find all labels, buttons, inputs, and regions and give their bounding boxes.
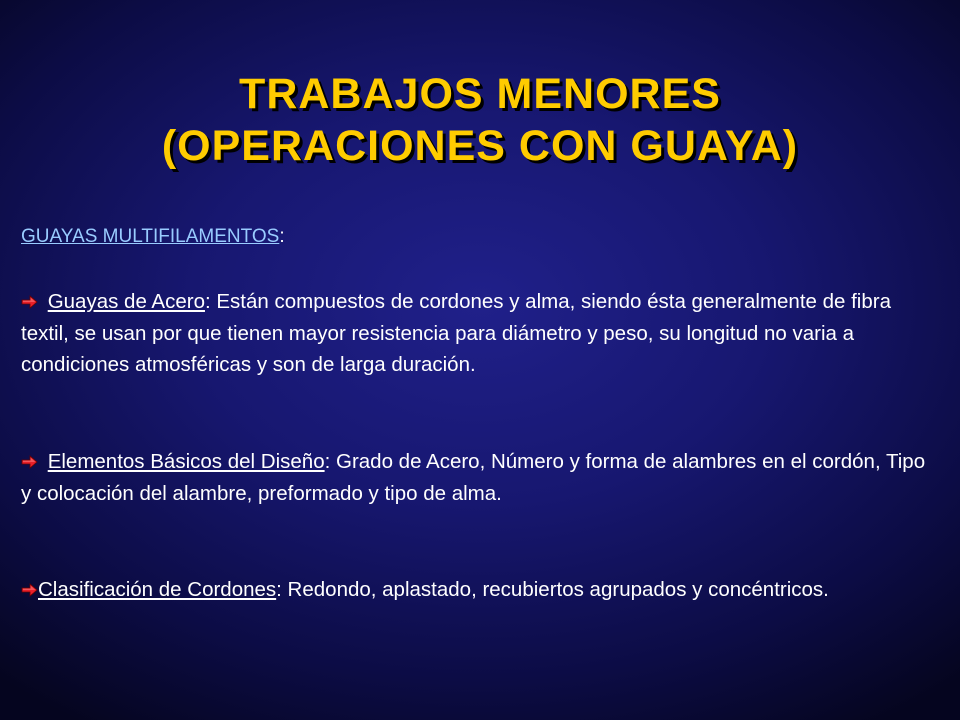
item-term: Elementos Básicos del Diseño [47,450,325,473]
section-heading-text: GUAYAS MULTIFILAMENTOS [21,226,280,247]
item-separator: : [324,450,331,473]
item-separator: : [276,578,282,601]
red-arrow-bullet-icon [21,583,38,597]
item-guayas-de-acero [21,286,941,381]
item-term: Guayas de Acero [47,290,205,313]
item-text: Están compuestos de cordones y alma, siendo ésta generalmente de fibra textil, se usan por que tienen mayor resistencia para diámetro y peso, su longitud no varia a condiciones atmosféricas y son de larga duración. [21,290,891,376]
item-elementos-basicos [21,446,941,509]
title-line-1: TRABAJOS MENORES [239,70,721,118]
red-arrow-bullet-icon [21,455,38,469]
title-line-2: (OPERACIONES CON GUAYA) [161,122,799,170]
red-arrow-bullet-icon [21,295,38,309]
section-heading-colon: : [279,226,285,247]
item-term: Clasificación de Cordones [38,578,277,601]
item-text: Redondo, aplastado, recubiertos agrupados y concéntricos. [281,578,829,601]
item-separator: : [204,290,211,313]
section-heading [21,226,285,248]
item-clasificacion-cordones [21,574,941,606]
item-text: Grado de Acero, Número y forma de alambres en el cordón, Tipo y colocación del alambre, preformado y tipo de alma. [21,450,926,505]
slide-title [0,68,960,172]
